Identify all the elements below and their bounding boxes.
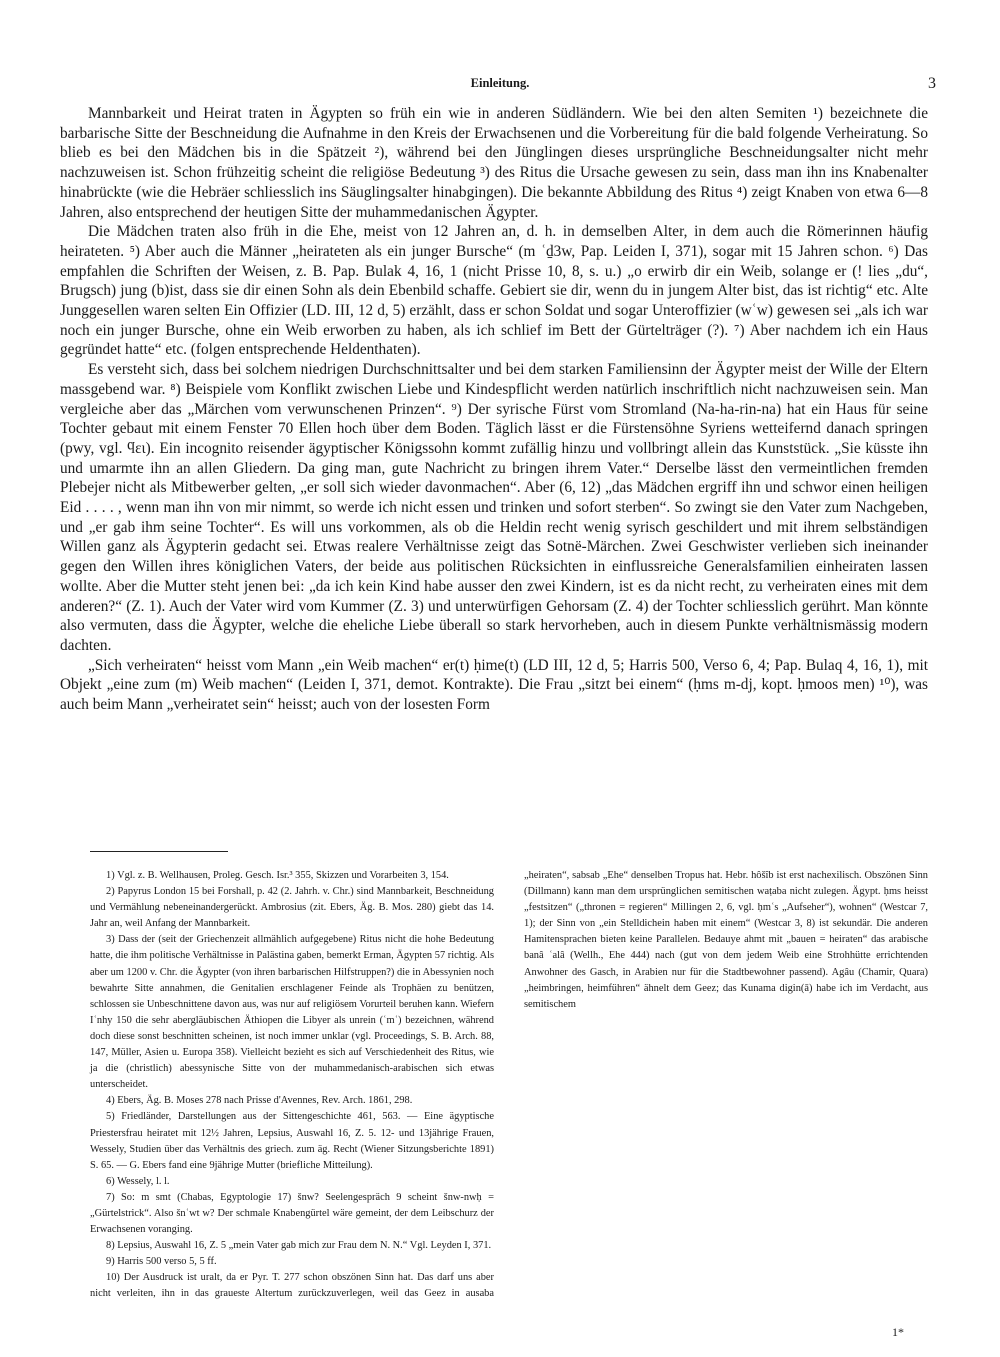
paragraph: Mannbarkeit und Heirat traten in Ägypten so früh ein wie in anderen Südländern. Wie bei den alten Semiten ¹) bezeichnete die barbarische Sitte der Beschneidung die Aufnahme in den Kreis der Erwachsenen und die Vorbereitung für die bald folgende Verheiratung. So blieb es bei den Mädchen bis in die Spätzeit ²), während bei den Jünglingen dieses ursprüngliche Beschneidungsalter nicht mehr nachzuweisen ist. Schon frühzeitig scheint die religiöse Bedeutung ³) des Ritus die Ursache gewesen zu sein, dass man ihn ins Knabenalter hinabrückte (wie die Hebräer schliesslich ins Säuglingsalter hinabgingen). Die bekannte Abbildung des Ritus ⁴) zeigt Knaben von etwa 6—8 Jahren, also entsprechend der heutigen Sitte der muhammedanischen Ägypter.	[60, 105, 928, 221]
footnote: 2) Papyrus London 15 bei Forshall, p. 42 (2. Jahrh. v. Chr.) sind Mannbarkeit, Beschneidung und Vermählung nebeneinandergerückt. Ambrosius (zit. Ebers, Äg. B. Mos. 280) giebt das 14. Jahr an, weil Anfang der Mannbarkeit.	[90, 886, 494, 930]
footnote: 10) Der Ausdruck ist uralt, da er Pyr. T. 277 schon obszönen Sinn hat. Das darf uns aber nicht verleiten, ihn in das graueste Altertum zurückzuverlegen, weil das Geez in ausaba „heiraten“, sabsab „Ehe“ denselben Tropus hat. Hebr. hôšîb ist erst nachexilisch. Obszönen Sinn (Dillmann) kann man dem ursprünglichen semitischen waṭaba nicht zulegen. Ägypt. ḥms heisst „festsitzen“ („thronen = regieren“ Millingen 2, 6, vgl. ḥmʿs „Aufseher“), wohnen“ (Westcar 7, 1); der Sinn von „ein Stelldichein haben mit einem“ (Westcar 3, 8) ist sekundär. Die anderen Hamitensprachen bieten keine Parallelen. Bedauye ahmt mit „bauen = heiraten“ das arabische banâ ʿalâ (Wellh., Ehe 444) nach (gut von dem jedem Weib eine Strohhütte errichtenden Anwohner des Gasch, in Arabien nur für die Stadtbewohner passend). Agâu (Chamir, Quara) „heimbringen, heimführen“ ähnelt dem Geez; das Kunama digin(ā) habe ich im Verdacht, aus semitischem	[90, 870, 928, 1300]
footnote: 7) So: m smt (Chabas, Egyptologie 17) šnw? Seelengespräch 9 scheint šnw-nwḥ = „Gürtelstrick“. Also šnʿwt w? Der schmale Knabengürtel wäre gemeint, der dem Leibschurz der Erwachsenen voranging.	[90, 1191, 494, 1236]
running-header	[60, 76, 940, 96]
footnote: 3) Dass der (seit der Griechenzeit allmählich aufgegebene) Ritus nicht die hohe Bedeutung hatte, die ihm politische Verhältnisse in Palästina gaben, bemerkt Erman, Ägypten 57 richtig. Als aber um 1200 v. Chr. die Ägypter (von ihren barbarischen Hilfstruppen?) die in Abessynien noch bewahrte Sitte annahmen, die Genitalien erschlagener Feinde als Trophäen zu benützen, schlossen sie Unbeschnittene davon aus, was nur auf religiösem Vorurteil beruhen kann. Wiefern Iʿnhy 150 die sehr abergläubischen Äthiopen die Libyer als unrein (ʿmʿ) bezeichnen, während doch diese sonst beschnitten scheinen, ist noch immer unklar (vgl. Proceedings, S. B. Arch. 88, 147, Müller, Asien u. Europa 358). Vielleicht bezieht es sich auf Verschiedenheit des Ritus, wie ja die (christlich) abessynische Sitte von der muhammedanisch-arabischen sich etwas unterscheidet.	[90, 934, 494, 1091]
footnote: 4) Ebers, Äg. B. Moses 278 nach Prisse d'Avennes, Rev. Arch. 1861, 298.	[106, 1095, 413, 1107]
footnotes	[90, 868, 928, 1308]
paragraph: Die Mädchen traten also früh in die Ehe, meist von 12 Jahren an, d. h. in demselben Alter, in dem auch die Römerinnen häufig heirateten. ⁵) Aber auch die Männer „heirateten als ein junger Bursche“ (m ʿḏ3w, Pap. Leiden I, 371), sogar mit 15 Jahren schon. ⁶) Das empfahlen die Schriften der Weisen, z. B. Pap. Bulak 4, 16, 1 (nicht Prisse 10, 8, s. u.) „o erwirb dir ein Weib, solange er (! lies „du“, Brugsch) jung (b)ist, dass sie dir einen Sohn als dein Ebenbild schaffe. Gebiert sie dir, wenn du in jungem Alter bist, das ist richtig“ etc. Alte Junggesellen waren selten Ein Offizier (LD. III, 12 d, 5) erzählt, dass er schon Soldat und sogar Unteroffizier (wʿw) gewesen sei „als ich war noch ein junger Bursche, ohne ein Weib erworben zu haben, als ich schlief im Bett der Gürtelträger (?). ⁷) Aber nachdem ich ein Haus gegründet hatte“ etc. (folgen entsprechende Heldenthaten).	[60, 223, 928, 359]
footnote: 5) Friedländer, Darstellungen aus der Sittengeschichte 461, 563. — Eine ägyptische Priestersfrau heiratet mit 12½ Jahren, Lepsius, Auswahl 16, Z. 5. 12- und 13jährige Frauen, Wessely, Studien über das Verhältnis des griech. zum äg. Recht (Wiener Sitzungsberichte 1891) S. 65. — G. Ebers fand eine 9jährige Mutter (briefliche Mitteilung).	[90, 1111, 494, 1171]
main-text	[60, 104, 928, 715]
footnote: 9) Harris 500 verso 5, 5 ff.	[106, 1256, 217, 1268]
footnote-rule	[90, 851, 228, 852]
paragraph: „Sich verheiraten“ heisst vom Mann „ein Weib machen“ er(t) ḥime(t) (LD III, 12 d, 5; Harris 500, Verso 6, 4; Pap. Bulaq 4, 16, 1), mit Objekt „eine zum (m) Weib machen“ (Leiden I, 371, demot. Kontrakte). Die Frau „sitzt bei einem“ (ḥms m-dj, kopt. ḥmoos men) ¹⁰), was auch beim Mann „verheiratet sein“ heisst; auch von der losesten Form	[60, 656, 928, 714]
footnote: 1) Vgl. z. B. Wellhausen, Proleg. Gesch. Isr.³ 355, Skizzen und Vorarbeiten 3, 154.	[106, 870, 449, 881]
footnote: 8) Lepsius, Auswahl 16, Z. 5 „mein Vater gab mich zur Frau dem N. N.“ Vgl. Leyden I, 371.	[106, 1240, 492, 1252]
paragraph: Es versteht sich, dass bei solchem niedrigen Durchschnittsalter und bei dem starken Familiensinn der Ägypter meist der Wille der Eltern massgebend war. ⁸) Beispiele vom Konflikt zwischen Liebe und Kindespflicht werden natürlich inschriftlich nicht nachzuweisen sein. Man vergleiche aber das „Märchen vom verwunschenen Prinzen“. ⁹) Der syrische Fürst vom Stromland (Na-ha-rin-na) hat ein Haus für seine Tochter gebaut mit einem Fenster 70 Ellen hoch über dem Boden. Täglich lässt er die Fürstensöhne Syriens wetteifernd danach springen (pwy, vgl. ϥει). Ein incognito reisender ägyptischer Königssohn kommt zufällig hinzu und vollbringt allein das Kunststück. „Sie küsste ihn und umarmte ihn an allen Gliedern. Da ging man, gute Nachricht zu bringen ihrem Vater.“ Derselbe lässt den vermeintlichen fremden Plebejer nicht als Mitbewerber gelten, „er soll sich wieder davonmachen“. Aber (6, 12) „das Mädchen ergriff ihn und schwor einen heiligen Eid . . . . , wenn man ihn von mir nimmt, so werde ich nicht essen und trinken und sofort sterben“. So zwingt sie den Vater zum Nachgeben, und „er gab ihm seine Tochter“. Es will uns vorkommen, als ob die Heldin recht wenig syrisch geschildert und mit ihrem selbständigen Willen ganz als Ägypterin gedacht sei. Etwas realere Verhältnisse zeigt das Sotnë-Märchen. Zwei Geschwister verlieben sich ineinander gegen den Willen ihres königlichen Vaters, der beide aus politischen Rücksichten in einflussreiche Generalsfamilien einheiraten lassen wollte. Aber die Mutter steht jenen bei: „da ich kein Kind habe ausser den zwei Kindern, ist es da nicht recht, zu verheiraten eines mit dem anderen?“ (Z. 1). Auch der Vater wird vom Kummer (Z. 3) und unterwürfigen Gehorsam (Z. 4) der Tochter schliesslich gerührt. Man könnte also vermuten, dass die Ägypter, welche die eheliche Liebe überall so stark hervorheben, auch in diesem Punkte verhältnismässig modern dachten.	[60, 361, 928, 654]
sheet-signature: 1*	[892, 1325, 904, 1339]
header-title: Einleitung.	[470, 76, 530, 90]
page-number: 3	[928, 75, 936, 92]
footnote: 6) Wessely, l. l.	[106, 1175, 170, 1187]
